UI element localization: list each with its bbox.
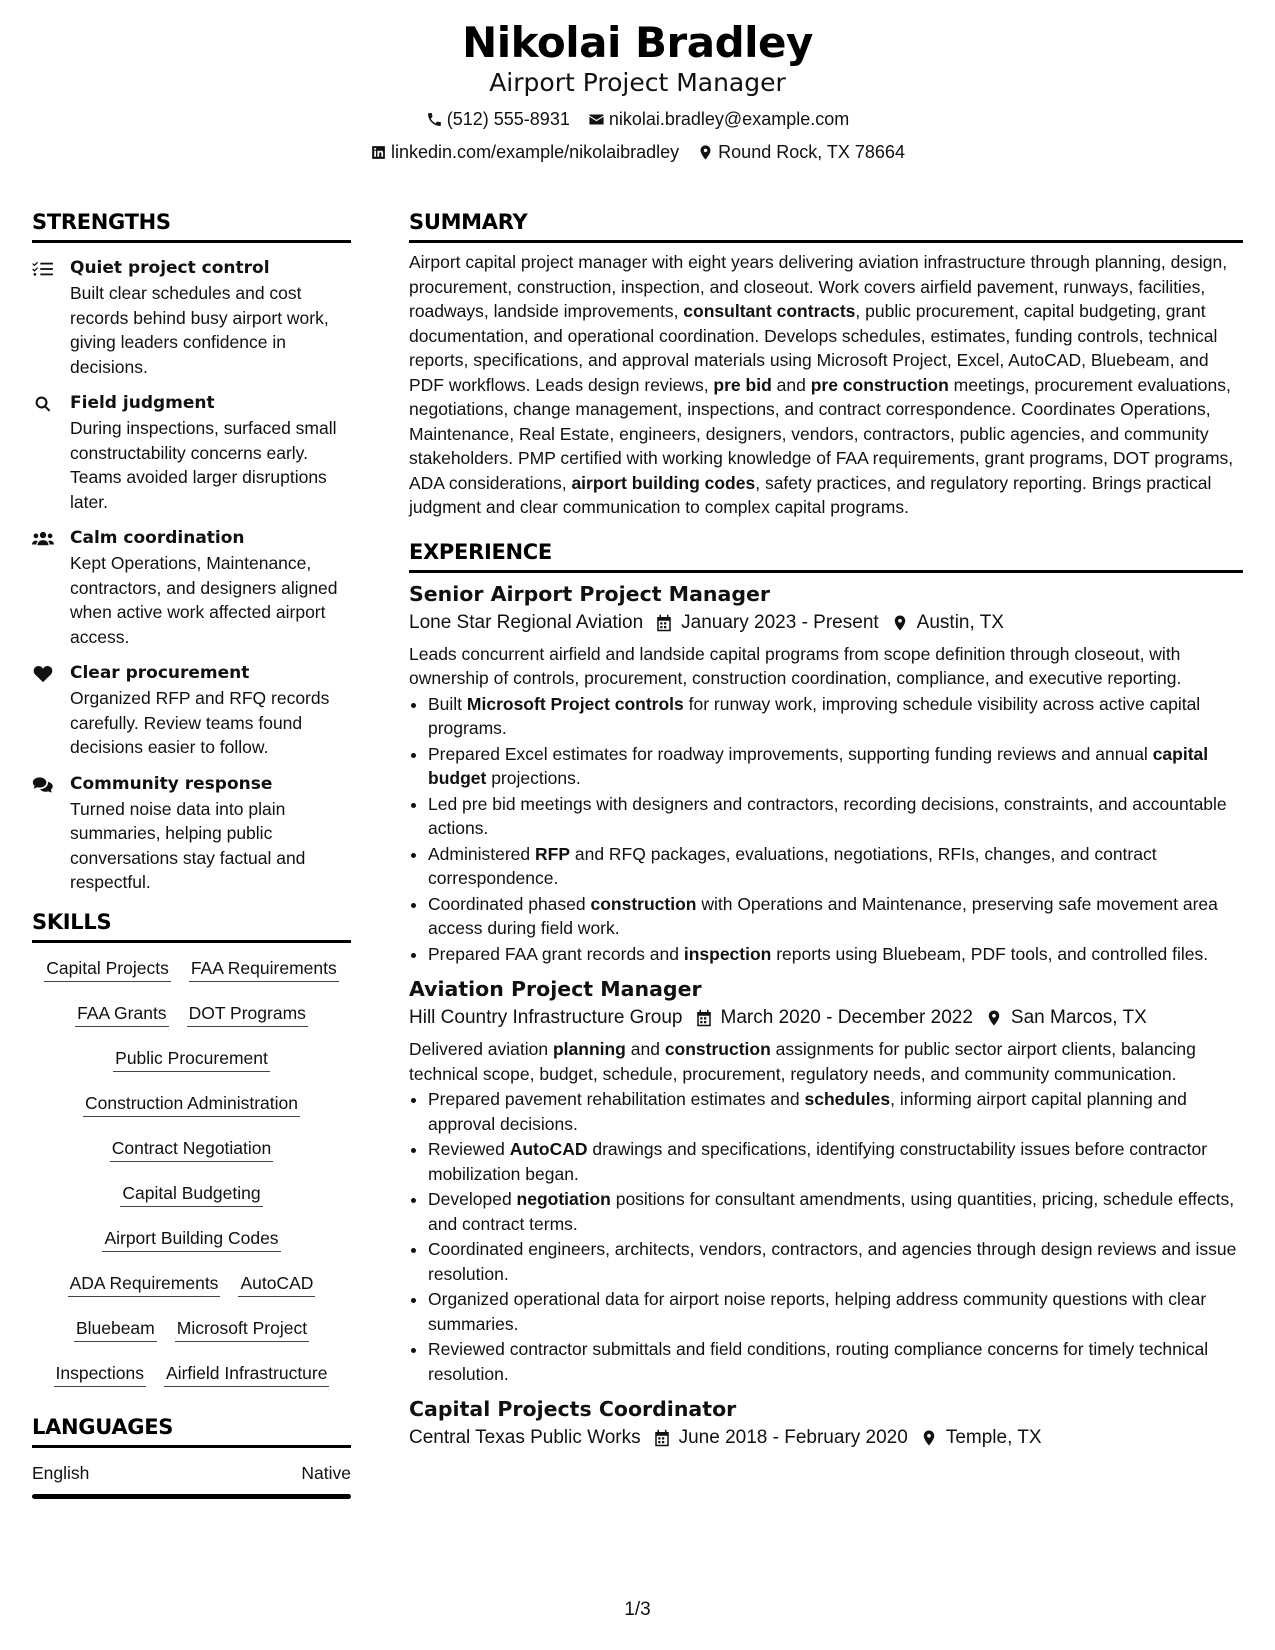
job-bullets xyxy=(409,1087,1243,1386)
skill-row xyxy=(32,1047,351,1072)
strength-body xyxy=(70,773,351,895)
skill-row xyxy=(32,1272,351,1297)
job-dates: June 2018 - February 2020 xyxy=(678,1427,908,1448)
language-item xyxy=(32,1462,351,1499)
job-location-item xyxy=(920,1425,1042,1451)
summary-section xyxy=(409,208,1243,520)
skill-tag: Contract Negotiation xyxy=(110,1137,274,1162)
right-column xyxy=(409,208,1243,1451)
calendar-icon xyxy=(655,614,673,632)
phone-text: (512) 555-8931 xyxy=(446,109,570,129)
strengths-section xyxy=(32,208,351,895)
job-bullet: • Built Microsoft Project controls for runway work, improving schedule visibility across active capital programs. xyxy=(428,692,1243,741)
strength-description: Built clear schedules and cost records behind busy airport work, giving leaders confidence in decisions. xyxy=(70,283,329,377)
map-pin-icon xyxy=(697,144,714,161)
skills-section xyxy=(32,908,351,1387)
strength-title: Community response xyxy=(70,773,273,794)
languages-list xyxy=(32,1462,351,1499)
job-entry xyxy=(409,1396,1243,1451)
strength-description: During inspections, surfaced small constructability concerns early. Teams avoided larger disruptions later. xyxy=(70,418,337,512)
skill-row xyxy=(32,1092,351,1117)
jobs-list xyxy=(409,581,1243,1452)
skill-tag: AutoCAD xyxy=(238,1272,315,1297)
strength-item xyxy=(32,257,351,379)
job-company: Hill Country Infrastructure Group xyxy=(409,1007,683,1028)
skill-tag: Capital Projects xyxy=(44,957,171,982)
job-dates-item xyxy=(695,1005,973,1031)
job-bullet: • Led pre bid meetings with designers and contractors, recording decisions, constraints, and accountable actions. xyxy=(428,792,1243,841)
skill-tag: Public Procurement xyxy=(113,1047,270,1072)
job-description: Delivered aviation planning and construction assignments for public sector airport clients, balancing technical scope, budget, schedule, procurement, regulatory needs, and community communication. xyxy=(409,1039,1196,1084)
job-location: San Marcos, TX xyxy=(1010,1007,1147,1028)
language-name: English xyxy=(32,1462,90,1483)
section-divider xyxy=(32,940,351,943)
contact-line-1 xyxy=(0,108,1275,130)
experience-section xyxy=(409,538,1243,1452)
language-proficiency-bar xyxy=(32,1494,351,1499)
map-pin-icon xyxy=(891,614,909,632)
map-pin-icon xyxy=(920,1429,938,1447)
search-icon xyxy=(32,392,56,514)
job-dates: March 2020 - December 2022 xyxy=(720,1007,973,1028)
skill-tag: Airfield Infrastructure xyxy=(164,1362,329,1387)
resume-header xyxy=(0,18,1275,163)
strengths-list xyxy=(32,257,351,895)
phone-contact xyxy=(426,108,570,130)
candidate-role: Airport Project Manager xyxy=(489,68,786,97)
skill-tag: FAA Grants xyxy=(75,1002,168,1027)
skill-tag: FAA Requirements xyxy=(189,957,339,982)
email-contact[interactable] xyxy=(588,108,849,130)
strength-title: Field judgment xyxy=(70,393,215,413)
strength-item xyxy=(32,527,351,649)
skills-heading: SKILLS xyxy=(32,909,112,934)
heart-icon xyxy=(32,662,56,760)
job-bullet: • Organized operational data for airport noise reports, helping address community questions with clear summaries. xyxy=(428,1287,1243,1336)
strength-item xyxy=(32,392,351,514)
job-location: Austin, TX xyxy=(916,611,1004,633)
calendar-icon xyxy=(695,1009,713,1027)
location-contact xyxy=(697,141,905,163)
phone-icon xyxy=(426,111,443,128)
job-description: Leads concurrent airfield and landside capital programs from scope definition through closeout, with ownership of controls, procurement, construction coordination, compliance, and executive reporting. xyxy=(409,643,1182,688)
contact-line-2 xyxy=(0,141,1275,163)
job-company: Lone Star Regional Aviation xyxy=(409,611,644,633)
summary-text: Airport capital project manager with eight years delivering aviation infrastructure through planning, design, procurement, construction, inspection, and closeout. Work covers airfield pavement, runways, facilities, roadways, landside improvements, consultant contracts, public procurement, capital budgeting, grant documentation, and operational coordination. Develops schedules, estimates, funding controls, technical reports, specifications, and approval materials using Microsoft Project, Excel, AutoCAD, Bluebeam, and PDF workflows. Leads design reviews, pre bid and pre construction meetings, procurement evaluations, negotiations, change management, inspections, and contract correspondence. Coordinates Operations, Maintenance, Real Estate, engineers, designers, vendors, contractors, public agencies, and community stakeholders. PMP certified with working knowledge of FAA requirements, grant programs, DOT programs, ADA considerations, airport building codes, safety practices, and regulatory reporting. Brings practical judgment and clear communication to complex capital programs. xyxy=(409,252,1234,517)
strengths-heading: STRENGTHS xyxy=(32,210,171,234)
job-meta xyxy=(409,1425,1243,1451)
users-icon xyxy=(32,527,56,649)
page-number: 1/3 xyxy=(624,1599,651,1620)
skill-row xyxy=(32,957,351,982)
job-bullet: • Administered RFP and RFQ packages, evaluations, negotiations, RFIs, changes, and contract correspondence. xyxy=(428,842,1243,891)
section-divider xyxy=(409,240,1243,243)
experience-heading: EXPERIENCE xyxy=(409,539,552,564)
job-company: Central Texas Public Works xyxy=(409,1427,641,1448)
candidate-name: Nikolai Bradley xyxy=(462,18,813,67)
skill-row xyxy=(32,1002,351,1027)
job-title: Senior Airport Project Manager xyxy=(409,581,771,606)
job-entry xyxy=(409,581,1243,967)
job-meta xyxy=(409,1005,1243,1031)
comments-icon xyxy=(32,773,56,895)
section-divider xyxy=(409,570,1243,573)
left-column xyxy=(32,208,351,1499)
skill-tag: DOT Programs xyxy=(187,1002,308,1027)
strength-description: Kept Operations, Maintenance, contractors, and designers aligned when active work affected airport access. xyxy=(70,553,338,647)
job-bullet: • Prepared FAA grant records and inspection reports using Bluebeam, PDF tools, and controlled files. xyxy=(428,942,1243,967)
summary-heading: SUMMARY xyxy=(409,210,528,234)
email-text[interactable]: nikolai.bradley@example.com xyxy=(608,109,850,129)
job-bullet: • Coordinated engineers, architects, vendors, contractors, and agencies through design reviews and issue resolution. xyxy=(428,1237,1243,1286)
job-title: Aviation Project Manager xyxy=(409,977,702,1001)
strength-description: Organized RFP and RFQ records carefully. Review teams found decisions easier to follow. xyxy=(70,688,330,757)
strength-title: Quiet project control xyxy=(70,258,270,278)
strength-body xyxy=(70,662,351,760)
strength-body xyxy=(70,527,351,649)
language-row xyxy=(32,1462,351,1484)
skill-row xyxy=(32,1227,351,1252)
strength-title: Clear procurement xyxy=(70,663,250,683)
job-location-item xyxy=(985,1005,1147,1031)
linkedin-text[interactable]: linkedin.com/example/nikolaibradley xyxy=(391,142,680,162)
job-dates-item xyxy=(655,610,879,636)
linkedin-icon xyxy=(370,144,387,161)
languages-heading: LANGUAGES xyxy=(32,1414,174,1439)
skill-tag: Construction Administration xyxy=(83,1092,300,1117)
skill-row xyxy=(32,1317,351,1342)
job-location: Temple, TX xyxy=(945,1427,1042,1448)
language-level: Native xyxy=(301,1462,351,1483)
job-bullet: • Reviewed AutoCAD drawings and specifications, identifying constructability issues before contractor mobilization began. xyxy=(428,1137,1243,1186)
skill-tag: Airport Building Codes xyxy=(102,1227,280,1252)
linkedin-contact[interactable] xyxy=(370,141,679,163)
skill-tag: Bluebeam xyxy=(74,1317,157,1342)
job-bullet: • Reviewed contractor submittals and field conditions, routing compliance concerns for timely technical resolution. xyxy=(428,1337,1243,1386)
envelope-icon xyxy=(588,111,605,128)
job-meta xyxy=(409,610,1243,636)
map-pin-icon xyxy=(985,1009,1003,1027)
job-entry xyxy=(409,976,1243,1386)
skills-list xyxy=(32,957,351,1387)
job-dates-item xyxy=(653,1425,908,1451)
section-divider xyxy=(32,240,351,243)
skill-row xyxy=(32,1137,351,1162)
section-divider xyxy=(32,1445,351,1448)
skill-tag: Inspections xyxy=(54,1362,147,1387)
skill-tag: Capital Budgeting xyxy=(120,1182,262,1207)
job-bullet: • Coordinated phased construction with Operations and Maintenance, preserving safe movement area access during field work. xyxy=(428,892,1243,941)
strength-title: Calm coordination xyxy=(70,528,245,548)
job-bullet: • Prepared pavement rehabilitation estimates and schedules, informing airport capital planning and approval decisions. xyxy=(428,1087,1243,1136)
job-location-item xyxy=(891,610,1004,636)
skill-row xyxy=(32,1362,351,1387)
skill-tag: ADA Requirements xyxy=(68,1272,221,1297)
strength-body xyxy=(70,257,351,379)
skill-row xyxy=(32,1182,351,1207)
languages-section xyxy=(32,1413,351,1499)
strength-item xyxy=(32,662,351,760)
job-bullet: • Prepared Excel estimates for roadway improvements, supporting funding reviews and annual capital budget projections. xyxy=(428,742,1243,791)
job-dates: January 2023 - Present xyxy=(681,611,879,633)
list-check-icon xyxy=(32,257,56,379)
job-title: Capital Projects Coordinator xyxy=(409,1397,737,1421)
skill-tag: Microsoft Project xyxy=(175,1317,309,1342)
strength-body xyxy=(70,392,351,514)
job-bullets xyxy=(409,692,1243,967)
strength-description: Turned noise data into plain summaries, helping public conversations stay factual and respectful. xyxy=(70,798,306,892)
strength-item xyxy=(32,773,351,895)
job-bullet: • Developed negotiation positions for consultant amendments, using quantities, pricing, schedule effects, and contract terms. xyxy=(428,1187,1243,1236)
calendar-icon xyxy=(653,1429,671,1447)
location-text: Round Rock, TX 78664 xyxy=(718,142,905,162)
